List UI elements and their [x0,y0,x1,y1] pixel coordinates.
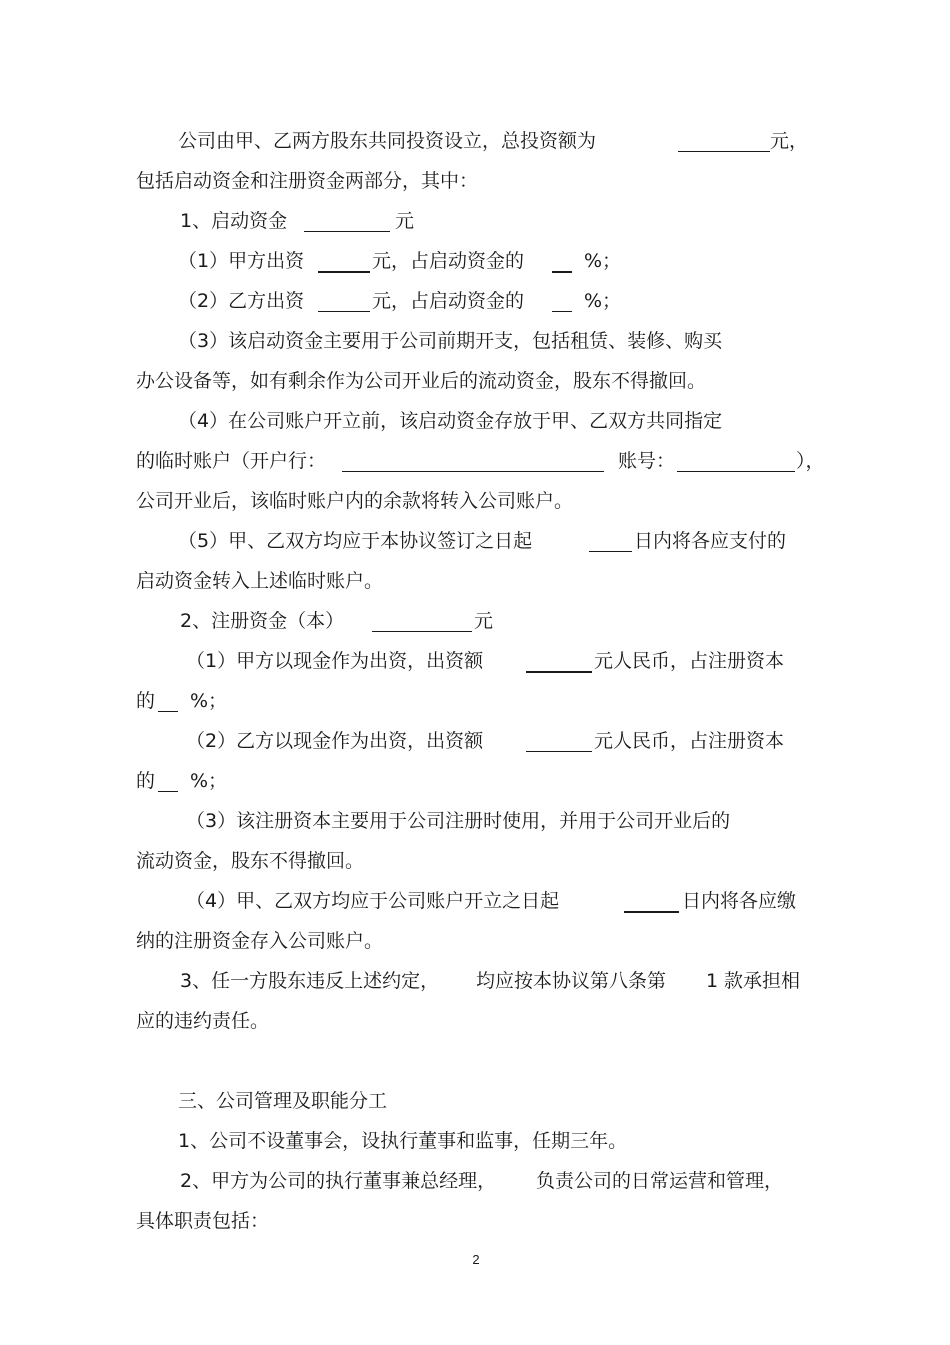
text-segment: 日内将各应支付的 [634,530,787,552]
fill-in-blank [677,471,795,472]
fill-in-blank [304,231,390,232]
fill-in-blank [158,791,178,792]
text-segment: 日内将各应缴 [682,890,797,912]
text-segment: %； [190,690,228,712]
fill-in-blank [318,271,370,273]
text-segment: 流动资金，股东不得撤回。 [136,850,365,872]
fill-in-blank [624,911,679,913]
fill-in-blank [552,311,572,312]
page-number: 2 [472,1252,480,1267]
text-segment: 元， [770,130,809,152]
fill-in-blank [342,471,604,472]
text-segment: 公司由甲、乙两方股东共同投资设立，总投资额为 [178,130,597,152]
text-segment: 均应按本协议第八条第 [476,970,667,992]
text-segment: （2）乙方出资 [178,290,305,312]
text-segment: 1、启动资金 [180,210,288,232]
text-segment: 1、公司不设董事会，设执行董事和监事，任期三年。 [178,1130,628,1152]
text-segment: 启动资金转入上述临时账户。 [136,570,384,592]
fill-in-blank [372,631,472,632]
text-segment: %； [584,290,622,312]
fill-in-blank [589,551,632,552]
text-segment: （2）乙方以现金作为出资，出资额 [186,730,484,752]
text-segment: 账号： [618,450,676,472]
fill-in-blank [678,151,770,152]
text-segment: 纳的注册资金存入公司账户。 [136,930,384,952]
text-segment: 负责公司的日常运营和管理， [536,1170,784,1192]
text-segment: （5）甲、乙双方均应于本协议签订之日起 [178,530,533,552]
text-segment: 具体职责包括： [136,1210,270,1232]
text-segment: （4）在公司账户开立前，该启动资金存放于甲、乙双方共同指定 [178,410,723,432]
text-segment: 包括启动资金和注册资金两部分，其中： [136,170,479,192]
fill-in-blank [552,271,572,273]
fill-in-blank [158,711,178,712]
text-segment: 1 [706,970,719,992]
fill-in-blank [318,311,370,312]
text-segment: %； [190,770,228,792]
text-segment: 元人民币，占注册资本 [594,730,785,752]
text-segment: 3、任一方股东违反上述约定， [180,970,440,992]
text-segment: （1）甲方出资 [178,250,305,272]
text-segment: %； [584,250,622,272]
text-segment: （1）甲方以现金作为出资，出资额 [186,650,484,672]
text-segment: 办公设备等，如有剩余作为公司开业后的流动资金，股东不得撤回。 [136,370,707,392]
text-segment: 元，占启动资金的 [372,250,525,272]
text-segment: 元人民币，占注册资本 [594,650,785,672]
fill-in-blank [526,751,592,752]
text-segment: 应的违约责任。 [136,1010,270,1032]
text-segment: ）， [796,450,825,472]
text-segment: 公司开业后，该临时账户内的余款将转入公司账户。 [136,490,574,512]
text-segment: （3）该启动资金主要用于公司前期开支，包括租赁、装修、购买 [178,330,723,352]
text-segment: 2、注册资金（本） [180,610,345,632]
text-segment: 元，占启动资金的 [372,290,525,312]
text-segment: 的临时账户（开户行： [136,450,327,472]
text-segment: 2、甲方为公司的执行董事兼总经理， [180,1170,497,1192]
text-segment: 元 [395,210,415,232]
text-segment: 的 [136,690,156,712]
text-segment: （4）甲、乙双方均应于公司账户开立之日起 [186,890,560,912]
text-segment: 元 [474,610,494,632]
fill-in-blank [526,671,592,673]
text-segment: 三、公司管理及职能分工 [178,1090,388,1112]
text-segment: （3）该注册资本主要用于公司注册时使用，并用于公司开业后的 [186,810,731,832]
text-segment: 的 [136,770,156,792]
text-segment: 款承担相 [724,970,801,992]
